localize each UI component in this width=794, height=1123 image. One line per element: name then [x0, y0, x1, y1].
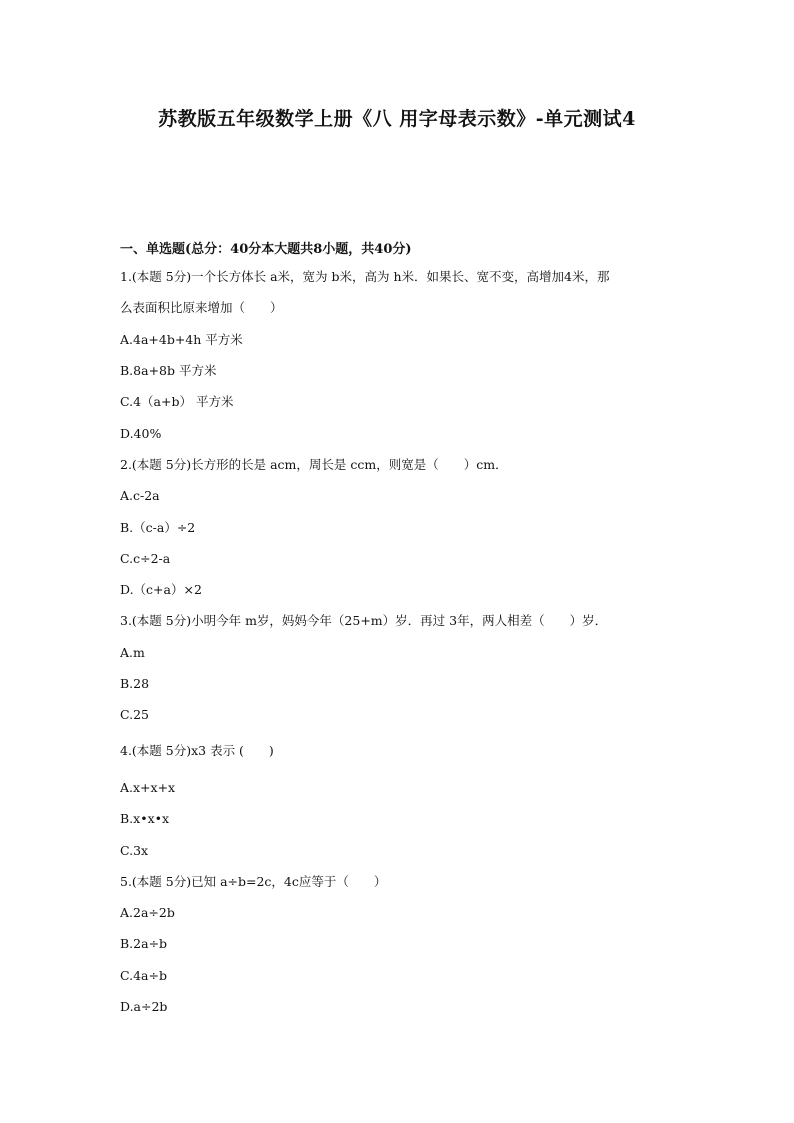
question-2-option-a: A.c-2a	[120, 488, 160, 503]
question-2-option-d: D.（c+a）×2	[120, 582, 202, 597]
question-1-option-c: C.4（a+b） 平方米	[120, 394, 234, 409]
question-3-stem: 3.(本题 5分)小明今年 m岁，妈妈今年（25+m）岁．再过 3年，两人相差（ ）岁．	[120, 613, 608, 628]
question-4-option-b: B.x•x•x	[120, 811, 170, 826]
question-1-option-a: A.4a+4b+4h 平方米	[120, 332, 243, 347]
question-1-stem: 1.(本题 5分)一个长方体长 a米，宽为 b米，高为 h米．如果长、宽不变，高增加4米，那	[120, 269, 610, 284]
question-5-option-d: D.a÷2b	[120, 999, 168, 1014]
question-1-stem-cont: 么表面积比原来增加（ ）	[120, 300, 283, 315]
question-4-stem: 4.(本题 5分)x3 表示 ( )	[120, 743, 274, 758]
question-3-option-b: B.28	[120, 676, 150, 691]
question-4-option-a: A.x+x+x	[120, 780, 176, 795]
section-heading: 一、单选题(总分：40分本大题共8小题，共40分)	[120, 242, 412, 257]
question-2-option-b: B.（c-a）÷2	[120, 520, 196, 535]
question-5-option-b: B.2a÷b	[120, 936, 168, 951]
question-2-stem: 2.(本题 5分)长方形的长是 acm，周长是 ccm，则宽是（ ）cm．	[120, 457, 508, 472]
question-5-option-a: A.2a÷2b	[120, 905, 175, 920]
question-2-option-c: C.c÷2-a	[120, 551, 171, 566]
question-3-option-c: C.25	[120, 707, 149, 722]
question-5-option-c: C.4a÷b	[120, 968, 167, 983]
question-4-option-c: C.3x	[120, 843, 149, 858]
question-1-option-b: B.8a+8b 平方米	[120, 363, 217, 378]
question-3-option-a: A.m	[120, 645, 145, 660]
question-5-stem: 5.(本题 5分)已知 a÷b=2c，4c应等于（ ）	[120, 874, 387, 889]
question-1-option-d: D.40%	[120, 426, 162, 441]
page-title: 苏教版五年级数学上册《八 用字母表示数》-单元测试4	[158, 108, 636, 130]
